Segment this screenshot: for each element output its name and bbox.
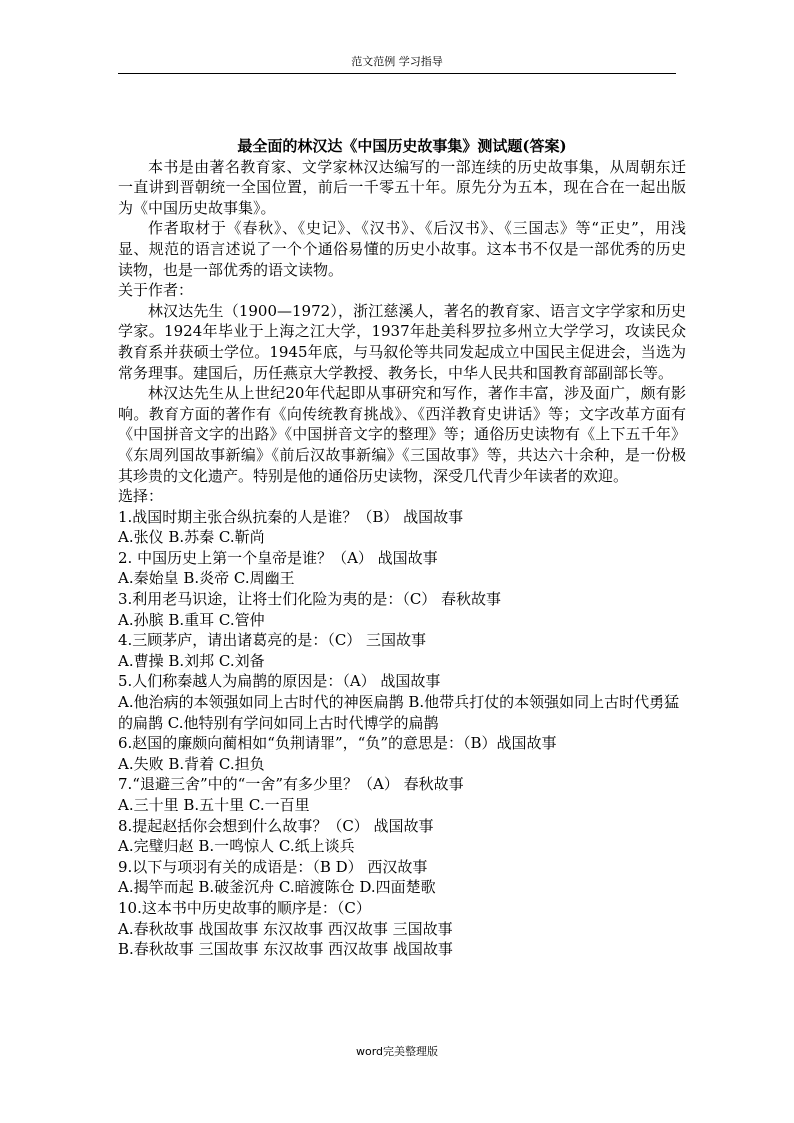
intro-paragraph-2: 作者取材于《春秋》、《史记》、《汉书》、《后汉书》、《三国志》等“正史”，用浅显、规范的语言述说了一个个通俗易懂的历史小故事。这本书不仅是一部优秀的历史读物，也是一部优秀的语文读物。: [118, 219, 686, 279]
question-options: A.孙膑 B.重耳 C.管仲: [118, 610, 265, 629]
question-options: B.春秋故事 三国故事 东汉故事 西汉故事 战国故事: [118, 940, 453, 959]
question-text: 6.赵国的廉颇向蔺相如“负荆请罪”，“负”的意思是：（B）战国故事: [118, 734, 557, 753]
page-footer: [0, 1043, 794, 1059]
intro-paragraph-1: 本书是由著名教育家、文学家林汉达编写的一部连续的历史故事集，从周朝东迁一直讲到晋朝统一全国位置，前后一千零五十年。原先分为五本，现在合在一起出版为《中国历史故事集》。: [118, 157, 686, 217]
question-options: A.揭竿而起 B.破釜沉舟 C.暗渡陈仓 D.四面楚歌: [118, 878, 436, 897]
question-text: 2. 中国历史上第一个皇帝是谁？（A） 战国故事: [118, 548, 438, 567]
footer-text: word完美整理版: [355, 1045, 439, 1058]
question-list: [118, 507, 686, 960]
about-author-label: 关于作者：: [118, 281, 194, 300]
question-options: A.三十里 B.五十里 C.一百里: [118, 796, 310, 814]
choice-label: 选择：: [118, 487, 164, 506]
about-paragraph-2: 林汉达先生从上世纪20年代起即从事研究和写作，著作丰富，涉及面广，颇有影响。教育方面的著作有《向传统教育挑战》、《西洋教育史讲话》等；文字改革方面有《中国拼音文字的出路》《中国拼音文字的整理》等；通俗历史读物有《上下五千年》《东周列国故事新编》《前后汉故事新编》《三国故事》等，共达六十余种，是一份极其珍贵的文化遗产。特别是他的通俗历史读物，深受几代青少年读者的欢迎。: [118, 384, 686, 485]
document-body: [118, 136, 686, 960]
question-text: 4.三顾茅庐，请出诸葛亮的是：（C） 三国故事: [118, 631, 427, 650]
question-text: 3.利用老马识途，让将士们化险为夷的是：（C） 春秋故事: [118, 590, 502, 609]
question-text: 7.“退避三舍”中的“一舍”有多少里？（A） 春秋故事: [118, 775, 464, 794]
header-text: 范文范例 学习指导: [351, 55, 443, 68]
question-options: A.失败 B.背着 C.担负: [118, 754, 265, 773]
question-options: A.曹操 B.刘邦 C.刘备: [118, 651, 265, 670]
page-header: [118, 54, 676, 74]
question-text: 5.人们称秦越人为扁鹊的原因是：（A） 战国故事: [118, 672, 441, 691]
document-title: 最全面的林汉达《中国历史故事集》测试题(答案): [237, 137, 567, 155]
question-text: 10.这本书中历史故事的顺序是：（C）: [118, 898, 371, 917]
question-options: A.他治病的本领强如同上古时代的神医扁鹊 B.他带兵打仗的本领强如同上古时代勇猛的扁鹊 C.他特别有学问如同上古时代博学的扁鹊: [118, 693, 680, 732]
question-options: A.张仪 B.苏秦 C.靳尚: [118, 528, 265, 547]
question-text: 1.战国时期主张合纵抗秦的人是谁？（B） 战国故事: [118, 507, 464, 526]
question-options: A.秦始皇 B.炎帝 C.周幽王: [118, 569, 295, 588]
question-options: A.春秋故事 战国故事 东汉故事 西汉故事 三国故事: [118, 919, 453, 938]
question-text: 9.以下与项羽有关的成语是：（B D） 西汉故事: [118, 857, 428, 876]
question-text: 8.提起赵括你会想到什么故事？（C） 战国故事: [118, 816, 434, 835]
question-options: A.完璧归赵 B.一鸣惊人 C.纸上谈兵: [118, 837, 355, 856]
about-paragraph-1: 林汉达先生（1900—1972），浙江慈溪人，著名的教育家、语言文字学家和历史学家。1924年毕业于上海之江大学，1937年赴美科罗拉多州立大学学习，攻读民众教育系并获硕士学位。1945年底，与马叙伦等共同发起成立中国民主促进会，当选为常务理事。建国后，历任燕京大学教授、教务长，中华人民共和国教育部副部长等。: [118, 301, 686, 382]
